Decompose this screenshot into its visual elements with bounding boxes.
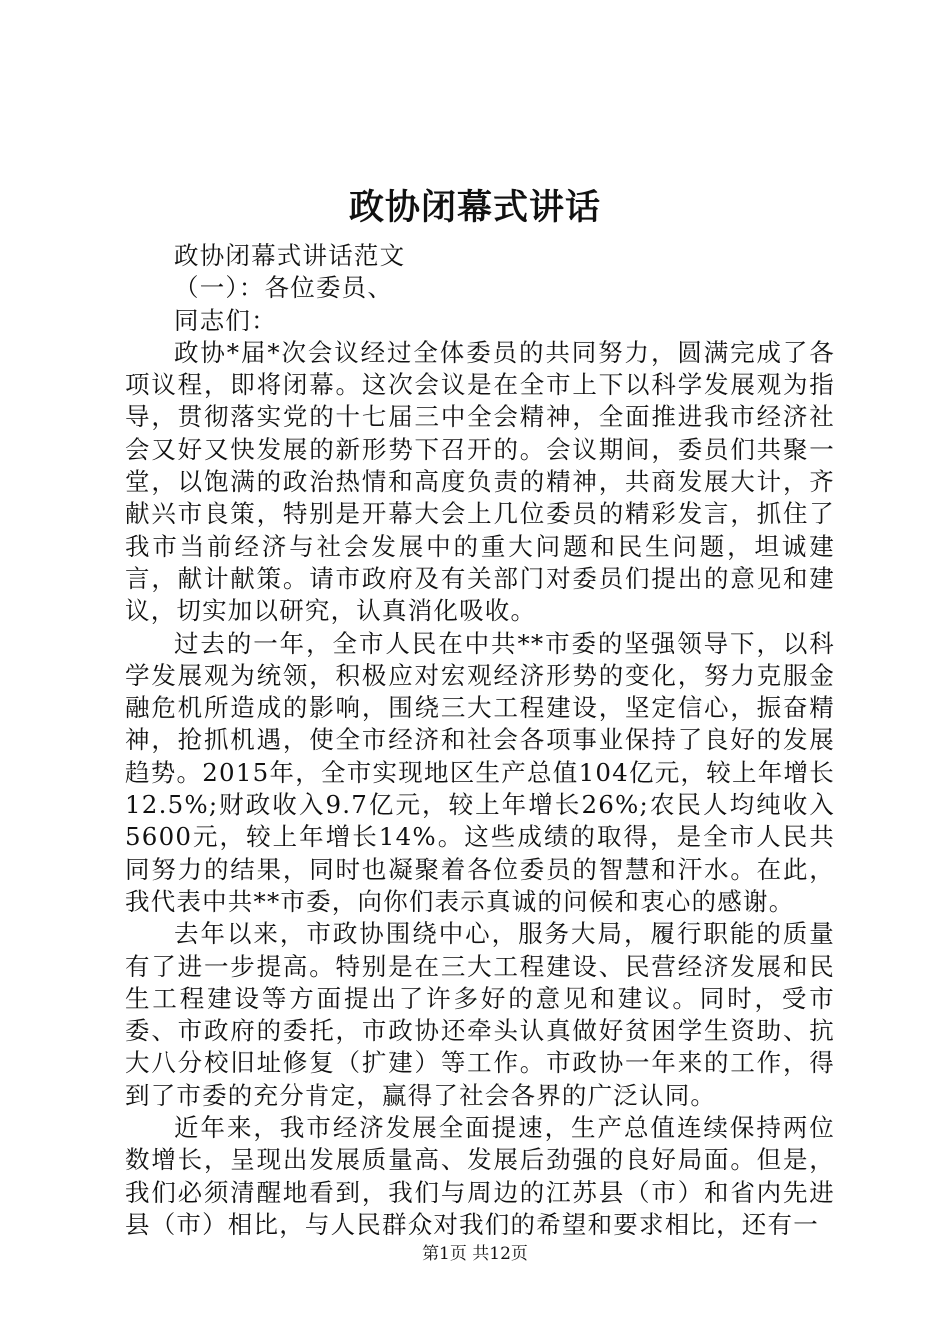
paragraph-subtitle: 政协闭幕式讲话范文 [174, 241, 406, 270]
paragraph-section-heading: （一）：各位委员、 [174, 273, 394, 303]
paragraph: 过去的一年，全市人民在中共**市委的坚强领导下，以科学发展观为统领，积极应对宏观经济形势的变化，努力克服金融危机所造成的影响，围绕三大工程建设，坚定信心，振奋精神，抢抓机遇，使全市经济和社会各项事业保持了良好的发展趋势。2015年，全市实现地区生产总值104亿元，较上年增长12.5%;财政收入9.7亿元，较上年增长26%;农民人均纯收入5600元，较上年增长14%。这些成绩的取得，是全市人民共同努力的结果，同时也凝聚着各位委员的智慧和汗水。在此，我代表中共**市委，向你们表示真诚的问候和衷心的感谢。 [125, 628, 835, 916]
page-indicator: 第1页 共12页 [422, 1244, 528, 1264]
paragraph: 近年来，我市经济发展全面提速，生产总值连续保持两位数增长，呈现出发展质量高、发展后劲强的良好局面。但是，我们必须清醒地看到，我们与周边的江苏县（市）和省内先进县（市）相比，与人民群众对我们的希望和要求相比，还有一 [125, 1113, 835, 1239]
paragraph-salutation: 同志们： [174, 305, 277, 335]
document-body [125, 240, 835, 1241]
paragraph: 政协*届*次会议经过全体委员的共同努力，圆满完成了各项议程，即将闭幕。这次会议是在全市上下以科学发展观为指导，贯彻落实党的十七届三中全会精神，全面推进我市经济社会又好又快发展的新形势下召开的。会议期间，委员们共聚一堂，以饱满的政治热情和高度负责的精神，共商发展大计，齐献兴市良策，特别是开幕大会上几位委员的精彩发言，抓住了我市当前经济与社会发展中的重大问题和民生问题，坦诚建言，献计献策。请市政府及有关部门对委员们提出的意见和建议，切实加以研究，认真消化吸收。 [125, 337, 835, 626]
document-title: 政协闭幕式讲话 [348, 187, 601, 228]
paragraph: 去年以来，市政协围绕中心，服务大局，履行职能的质量有了进一步提高。特别是在三大工程建设、民营经济发展和民生工程建设等方面提出了许多好的意见和建议。同时，受市委、市政府的委托，市政协还牵头认真做好贫困学生资助、抗大八分校旧址修复（扩建）等工作。市政协一年来的工作，得到了市委的充分肯定，赢得了社会各界的广泛认同。 [125, 919, 835, 1110]
